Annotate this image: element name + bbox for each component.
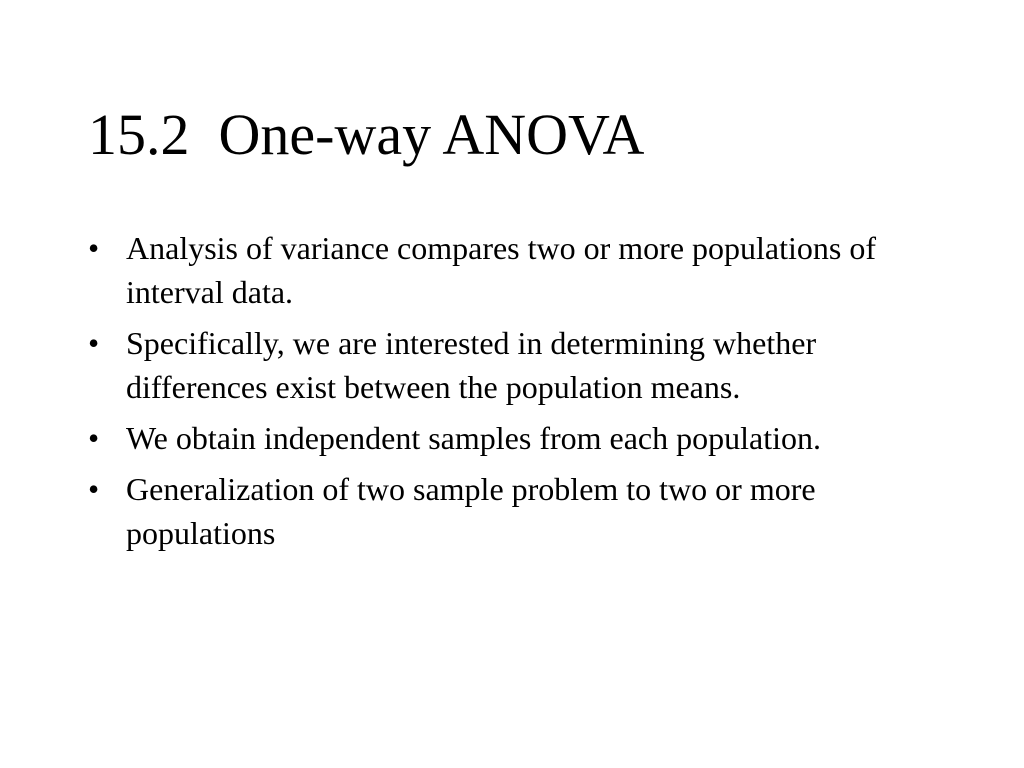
bullet-text: Generalization of two sample problem to two or more populations: [126, 471, 816, 551]
bullet-text: Specifically, we are interested in determining whether differences exist between the population means.: [126, 325, 817, 405]
slide-title: 15.2 One-way ANOVA: [88, 102, 645, 167]
bullet-item: [88, 416, 928, 460]
bullet-icon: •: [88, 420, 100, 456]
bullet-text: We obtain independent samples from each population.: [126, 420, 821, 456]
bullet-list: [88, 226, 928, 562]
bullet-text: Analysis of variance compares two or more populations of interval data.: [126, 230, 877, 310]
bullet-item: [88, 226, 928, 314]
bullet-icon: •: [88, 230, 100, 266]
bullet-item: [88, 467, 928, 555]
bullet-icon: •: [88, 471, 100, 507]
bullet-icon: •: [88, 325, 100, 361]
bullet-item: [88, 321, 928, 409]
